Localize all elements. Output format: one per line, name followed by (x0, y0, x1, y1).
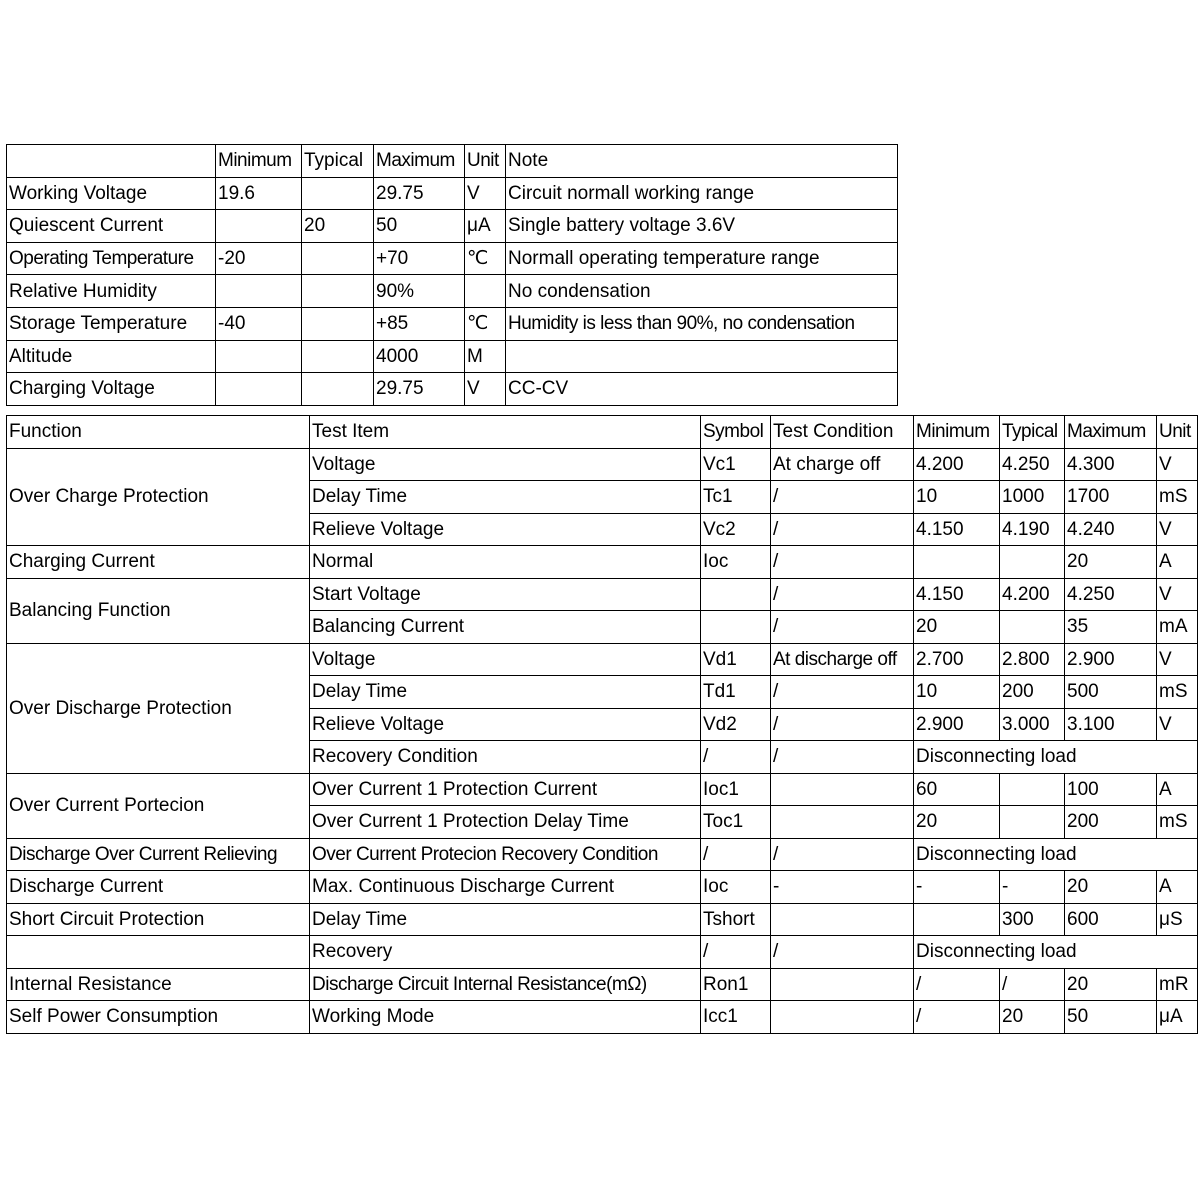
header-cell: Symbol (701, 416, 771, 449)
header-cell: Unit (1157, 416, 1198, 449)
min-value (216, 373, 302, 406)
min-value (914, 903, 1000, 936)
test-item: Balancing Current (310, 611, 701, 644)
param-name: Quiescent Current (7, 210, 216, 243)
min-value: 20 (914, 611, 1000, 644)
typ-value: / (1000, 968, 1065, 1001)
unit: M (465, 340, 506, 373)
symbol: Icc1 (701, 1001, 771, 1034)
table-header-row (7, 416, 1198, 449)
unit: mS (1157, 806, 1198, 839)
protection-spec-table (6, 415, 1198, 1034)
typ-value (302, 242, 374, 275)
min-value: / (914, 1001, 1000, 1034)
header-cell: Typical (1000, 416, 1065, 449)
header-cell: Test Item (310, 416, 701, 449)
unit (465, 275, 506, 308)
test-condition: / (771, 708, 914, 741)
unit: A (1157, 871, 1198, 904)
unit: A (1157, 773, 1198, 806)
typ-value (302, 373, 374, 406)
test-item: Delay Time (310, 903, 701, 936)
symbol: Toc1 (701, 806, 771, 839)
test-item: Over Current 1 Protection Current (310, 773, 701, 806)
test-item: Relieve Voltage (310, 513, 701, 546)
param-name: Altitude (7, 340, 216, 373)
function-name: Balancing Function (7, 578, 310, 643)
max-value: 4000 (374, 340, 465, 373)
function-name: Over Current Portecion (7, 773, 310, 838)
max-value: 20 (1065, 871, 1157, 904)
unit: V (1157, 513, 1198, 546)
min-value: / (914, 968, 1000, 1001)
unit: V (1157, 708, 1198, 741)
symbol: Vd2 (701, 708, 771, 741)
typ-value: 4.190 (1000, 513, 1065, 546)
min-value: 4.150 (914, 513, 1000, 546)
environment-spec-table (6, 144, 898, 406)
max-value: 90% (374, 275, 465, 308)
symbol: Td1 (701, 676, 771, 709)
typ-value (302, 177, 374, 210)
function-name: Over Charge Protection (7, 448, 310, 546)
table-row (7, 838, 1198, 871)
function-name: Discharge Current (7, 871, 310, 904)
typ-value (302, 307, 374, 340)
max-value: 2.900 (1065, 643, 1157, 676)
typ-value: 3.000 (1000, 708, 1065, 741)
unit: V (1157, 448, 1198, 481)
test-condition: / (771, 611, 914, 644)
recovery-note: Disconnecting load (914, 741, 1198, 774)
test-condition: At discharge off (771, 643, 914, 676)
test-condition (771, 773, 914, 806)
unit: mS (1157, 676, 1198, 709)
max-value: +70 (374, 242, 465, 275)
typ-value: - (1000, 871, 1065, 904)
max-value: 20 (1065, 968, 1157, 1001)
header-cell: Typical (302, 145, 374, 178)
min-value: 10 (914, 676, 1000, 709)
test-item: Relieve Voltage (310, 708, 701, 741)
unit: V (465, 373, 506, 406)
typ-value: 300 (1000, 903, 1065, 936)
test-item: Normal (310, 546, 701, 579)
param-name: Relative Humidity (7, 275, 216, 308)
min-value (914, 546, 1000, 579)
table-row (7, 903, 1198, 936)
unit: μS (1157, 903, 1198, 936)
min-value: 19.6 (216, 177, 302, 210)
test-condition (771, 806, 914, 839)
function-name: Over Discharge Protection (7, 643, 310, 773)
symbol: Tshort (701, 903, 771, 936)
typ-value: 20 (1000, 1001, 1065, 1034)
note: Circuit normall working range (506, 177, 898, 210)
symbol: / (701, 838, 771, 871)
table-row (7, 275, 898, 308)
unit: μA (465, 210, 506, 243)
test-condition: / (771, 838, 914, 871)
test-condition: At charge off (771, 448, 914, 481)
table-row (7, 968, 1198, 1001)
test-condition: / (771, 481, 914, 514)
test-condition: / (771, 578, 914, 611)
max-value: 50 (1065, 1001, 1157, 1034)
symbol: Tc1 (701, 481, 771, 514)
table-row (7, 210, 898, 243)
test-condition (771, 1001, 914, 1034)
unit: mA (1157, 611, 1198, 644)
max-value: 100 (1065, 773, 1157, 806)
symbol: Ioc (701, 871, 771, 904)
header-cell: Note (506, 145, 898, 178)
test-item: Start Voltage (310, 578, 701, 611)
symbol: Vd1 (701, 643, 771, 676)
unit: ℃ (465, 242, 506, 275)
typ-value (302, 275, 374, 308)
min-value: 4.200 (914, 448, 1000, 481)
max-value: 600 (1065, 903, 1157, 936)
unit: ℃ (465, 307, 506, 340)
header-cell (7, 145, 216, 178)
max-value: 3.100 (1065, 708, 1157, 741)
header-cell: Maximum (374, 145, 465, 178)
symbol (701, 578, 771, 611)
min-value: - (914, 871, 1000, 904)
test-condition: / (771, 676, 914, 709)
symbol: Ron1 (701, 968, 771, 1001)
unit: V (1157, 643, 1198, 676)
table-row (7, 1001, 1198, 1034)
typ-value: 20 (302, 210, 374, 243)
max-value: 200 (1065, 806, 1157, 839)
table-row (7, 177, 898, 210)
symbol: / (701, 741, 771, 774)
max-value: 4.240 (1065, 513, 1157, 546)
typ-value: 1000 (1000, 481, 1065, 514)
test-condition: / (771, 513, 914, 546)
function-name (7, 936, 310, 969)
unit: mS (1157, 481, 1198, 514)
max-value: 4.250 (1065, 578, 1157, 611)
typ-value (1000, 773, 1065, 806)
unit: μA (1157, 1001, 1198, 1034)
typ-value (1000, 611, 1065, 644)
typ-value (1000, 806, 1065, 839)
min-value (216, 340, 302, 373)
test-item: Recovery Condition (310, 741, 701, 774)
max-value: 50 (374, 210, 465, 243)
typ-value (1000, 546, 1065, 579)
table-row (7, 546, 1198, 579)
header-cell: Minimum (216, 145, 302, 178)
note: Humidity is less than 90%, no condensation (506, 307, 898, 340)
header-cell: Unit (465, 145, 506, 178)
recovery-note: Disconnecting load (914, 936, 1198, 969)
symbol: / (701, 936, 771, 969)
max-value: 500 (1065, 676, 1157, 709)
note: Normall operating temperature range (506, 242, 898, 275)
header-cell: Minimum (914, 416, 1000, 449)
param-name: Storage Temperature (7, 307, 216, 340)
header-cell: Maximum (1065, 416, 1157, 449)
symbol: Ioc (701, 546, 771, 579)
test-item: Working Mode (310, 1001, 701, 1034)
table-row (7, 936, 1198, 969)
note: No condensation (506, 275, 898, 308)
test-item: Delay Time (310, 481, 701, 514)
test-item: Voltage (310, 643, 701, 676)
table-row (7, 871, 1198, 904)
max-value: +85 (374, 307, 465, 340)
test-item: Recovery (310, 936, 701, 969)
function-name: Short Circuit Protection (7, 903, 310, 936)
test-item: Max. Continuous Discharge Current (310, 871, 701, 904)
param-name: Charging Voltage (7, 373, 216, 406)
unit: A (1157, 546, 1198, 579)
test-item: Over Current Protecion Recovery Condition (310, 838, 701, 871)
table-row (7, 373, 898, 406)
recovery-note: Disconnecting load (914, 838, 1198, 871)
test-condition: / (771, 741, 914, 774)
table-row (7, 773, 1198, 806)
typ-value: 2.800 (1000, 643, 1065, 676)
test-condition (771, 903, 914, 936)
max-value: 4.300 (1065, 448, 1157, 481)
symbol (701, 611, 771, 644)
table-header-row (7, 145, 898, 178)
min-value: 4.150 (914, 578, 1000, 611)
typ-value (302, 340, 374, 373)
min-value: 2.700 (914, 643, 1000, 676)
min-value: 60 (914, 773, 1000, 806)
test-item: Discharge Circuit Internal Resistance(mΩ) (310, 968, 701, 1001)
test-condition: - (771, 871, 914, 904)
note (506, 340, 898, 373)
function-name: Charging Current (7, 546, 310, 579)
max-value: 35 (1065, 611, 1157, 644)
param-name: Working Voltage (7, 177, 216, 210)
unit: mR (1157, 968, 1198, 1001)
symbol: Ioc1 (701, 773, 771, 806)
min-value (216, 275, 302, 308)
function-name: Discharge Over Current Relieving (7, 838, 310, 871)
test-condition: / (771, 936, 914, 969)
symbol: Vc2 (701, 513, 771, 546)
symbol: Vc1 (701, 448, 771, 481)
min-value: -20 (216, 242, 302, 275)
table-row (7, 578, 1198, 611)
table-row (7, 340, 898, 373)
min-value: 20 (914, 806, 1000, 839)
test-condition: / (771, 546, 914, 579)
table-row (7, 307, 898, 340)
function-name: Internal Resistance (7, 968, 310, 1001)
test-item: Voltage (310, 448, 701, 481)
max-value: 1700 (1065, 481, 1157, 514)
function-name: Self Power Consumption (7, 1001, 310, 1034)
test-condition (771, 968, 914, 1001)
note: Single battery voltage 3.6V (506, 210, 898, 243)
min-value: -40 (216, 307, 302, 340)
unit: V (1157, 578, 1198, 611)
note: CC-CV (506, 373, 898, 406)
typ-value: 200 (1000, 676, 1065, 709)
max-value: 29.75 (374, 177, 465, 210)
table-row (7, 242, 898, 275)
min-value (216, 210, 302, 243)
max-value: 20 (1065, 546, 1157, 579)
param-name: Operating Temperature (7, 242, 216, 275)
header-cell: Test Condition (771, 416, 914, 449)
test-item: Over Current 1 Protection Delay Time (310, 806, 701, 839)
unit: V (465, 177, 506, 210)
max-value: 29.75 (374, 373, 465, 406)
min-value: 10 (914, 481, 1000, 514)
typ-value: 4.200 (1000, 578, 1065, 611)
table-row (7, 643, 1198, 676)
table-row (7, 448, 1198, 481)
min-value: 2.900 (914, 708, 1000, 741)
typ-value: 4.250 (1000, 448, 1065, 481)
header-cell: Function (7, 416, 310, 449)
test-item: Delay Time (310, 676, 701, 709)
